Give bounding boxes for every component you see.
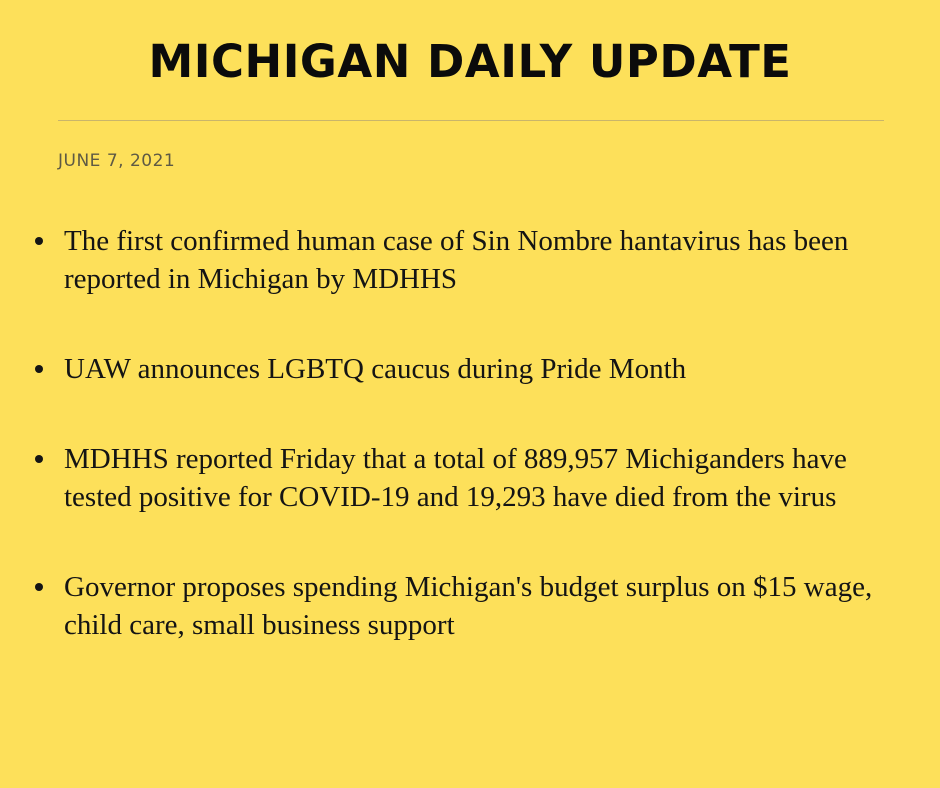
page-title: MICHIGAN DAILY UPDATE	[148, 35, 792, 88]
news-item	[32, 568, 912, 644]
news-item	[32, 350, 912, 388]
bullet-icon	[35, 455, 43, 463]
divider	[58, 120, 884, 121]
news-item	[32, 440, 912, 516]
news-list	[32, 222, 912, 696]
bullet-icon	[35, 365, 43, 373]
date-label: JUNE 7, 2021	[58, 151, 176, 171]
news-item-text: The first confirmed human case of Sin Nombre hantavirus has been reported in Michigan by MDHHS	[64, 225, 849, 295]
bullet-icon	[35, 237, 43, 245]
bullet-icon	[35, 583, 43, 591]
news-item-text: Governor proposes spending Michigan's budget surplus on $15 wage, child care, small business support	[64, 571, 873, 641]
news-item	[32, 222, 912, 298]
news-item-text: MDHHS reported Friday that a total of 889,957 Michiganders have tested positive for COVID-19 and 19,293 have died from the virus	[64, 443, 847, 513]
news-item-text: UAW announces LGBTQ caucus during Pride Month	[64, 353, 687, 385]
